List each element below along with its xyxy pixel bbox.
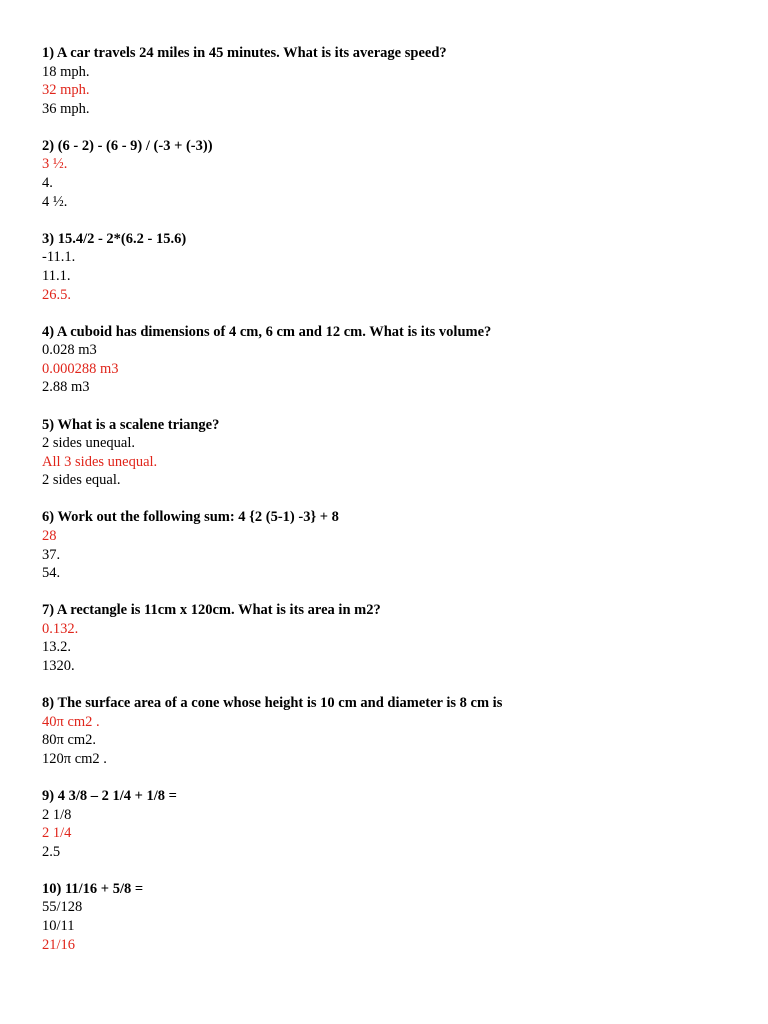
question-text: 9) 4 3/8 – 2 1/4 + 1/8 = xyxy=(42,788,177,804)
answer-option: -11.1. xyxy=(42,249,76,266)
answer-option: 37. xyxy=(42,546,61,563)
answer-option: 2 sides unequal. xyxy=(42,435,136,452)
answer-option: 13.2. xyxy=(42,639,71,656)
answer-option: 54. xyxy=(42,565,61,582)
answer-option: 2.88 m3 xyxy=(42,379,90,396)
answer-option: All 3 sides unequal. xyxy=(42,453,158,470)
answer-option: 18 mph. xyxy=(42,63,90,80)
answer-option: 36 mph. xyxy=(42,100,90,117)
answer-option: 4. xyxy=(42,175,53,192)
answer-option: 80π cm2. xyxy=(42,732,97,749)
question-text: 10) 11/16 + 5/8 = xyxy=(42,880,144,897)
quiz-document xyxy=(42,44,742,973)
answer-option: 1320. xyxy=(42,658,75,675)
answer-option: 4 ½. xyxy=(42,193,68,210)
question-1 xyxy=(42,44,742,118)
question-7 xyxy=(42,601,742,675)
answer-option: 2 sides equal. xyxy=(42,472,121,489)
question-8 xyxy=(42,694,742,768)
answer-option: 2 1/4 xyxy=(42,825,72,842)
question-text: 5) What is a scalene triange? xyxy=(42,416,220,433)
answer-option: 2 1/8 xyxy=(42,806,72,823)
question-5 xyxy=(42,416,742,490)
question-text: 4) A cuboid has dimensions of 4 cm, 6 cm and 12 cm. What is its volume? xyxy=(42,323,492,340)
answer-option: 3 ½. xyxy=(42,156,68,173)
question-text: 3) 15.4/2 - 2*(6.2 - 15.6) xyxy=(42,230,187,247)
answer-option: 11.1. xyxy=(42,267,71,284)
question-10 xyxy=(42,880,742,954)
answer-option: 32 mph. xyxy=(42,82,90,99)
question-2 xyxy=(42,137,742,211)
answer-option: 2.5 xyxy=(42,843,61,860)
answer-option: 120π cm2 . xyxy=(42,750,107,767)
answer-option: 21/16 xyxy=(42,936,76,953)
question-9 xyxy=(42,787,742,861)
question-3 xyxy=(42,230,742,304)
question-4 xyxy=(42,323,742,397)
answer-option: 10/11 xyxy=(42,918,75,935)
question-6 xyxy=(42,508,742,582)
answer-option: 40π cm2 . xyxy=(42,713,100,730)
question-text: 8) The surface area of a cone whose height is 10 cm and diameter is 8 cm is xyxy=(42,695,503,712)
answer-option: 0.028 m3 xyxy=(42,342,97,359)
question-text: 2) (6 - 2) - (6 - 9) / (-3 + (-3)) xyxy=(42,137,213,154)
answer-option: 26.5. xyxy=(42,286,71,303)
question-text: 1) A car travels 24 miles in 45 minutes. What is its average speed? xyxy=(42,45,447,61)
answer-option: 55/128 xyxy=(42,899,83,916)
answer-option: 0.000288 m3 xyxy=(42,360,119,377)
question-text: 7) A rectangle is 11cm x 120cm. What is its area in m2? xyxy=(42,602,381,619)
answer-option: 28 xyxy=(42,527,57,544)
question-text: 6) Work out the following sum: 4 {2 (5-1) -3} + 8 xyxy=(42,509,339,526)
answer-option: 0.132. xyxy=(42,620,79,637)
